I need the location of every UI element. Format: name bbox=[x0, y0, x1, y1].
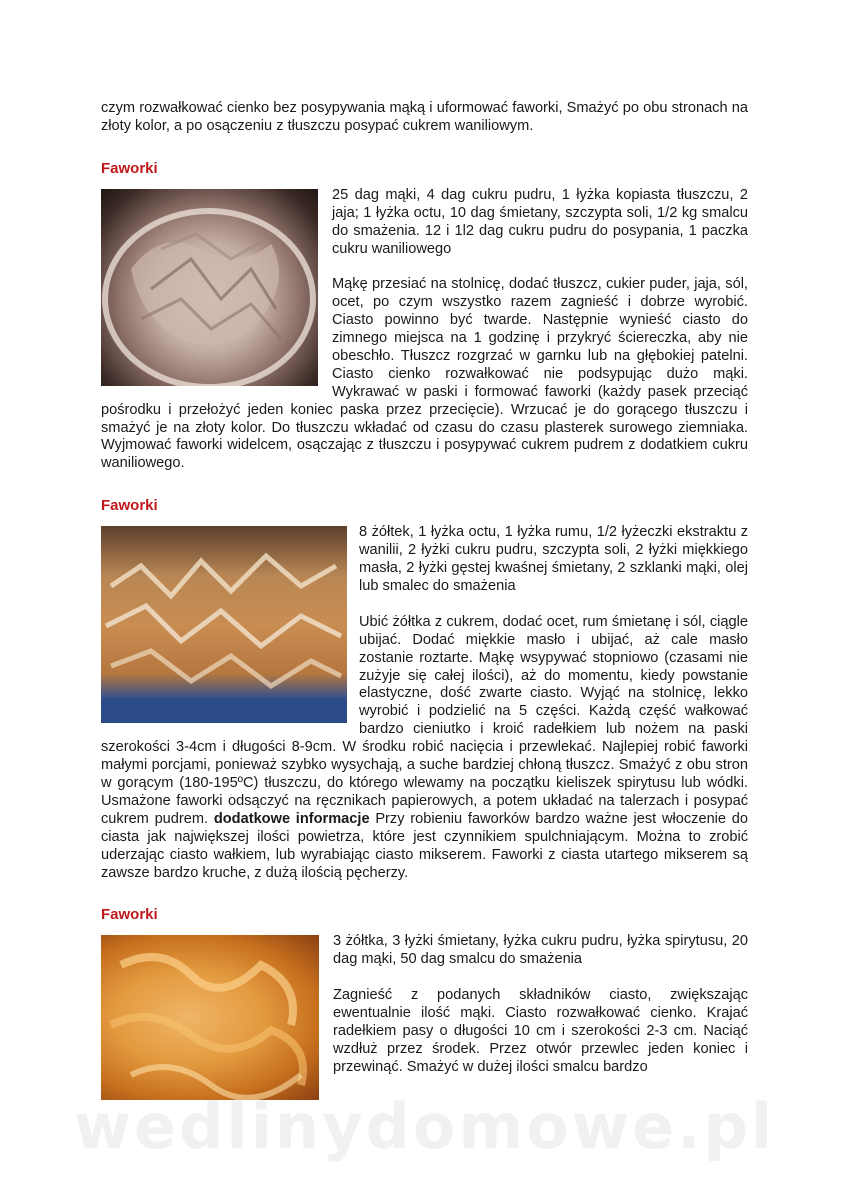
recipe-title: Faworki bbox=[101, 906, 158, 924]
recipe-method-text: Ubić żółtka z cukrem, dodać ocet, rum śmietanę i sól, ciągle ubijać. Dodać miękkie masło i ubijać, aż cale masło zostanie roztarte. Mąkę wsypywać stopniowo (czasami nie zużyje się całej ilości), aż do momentu, kiedy powstanie elastyczne, dość zwarte ciasto. Wyjąć na stolnicę, lekko wyrobić i podzielić na 5 części. Każdą część wałkować bardzo cieniutko i kroić radełkiem lub nożem na paski szerokości 3-4cm i długości 8-9cm. W środku robić nacięcia i przewlekać. Najlepiej robić faworki małymi porcjami, ponieważ szybko wysychają, a suche bardziej chłoną tłuszcz. Smażyć z obu stron w gorącym (180-195ºC) tłuszczu, do którego wlewamy na początku kieliszek spirytusu lub wódki. Usmażone faworki odsączyć na ręcznikach papierowych, a potem układać na talerzach i posypać cukrem pudrem. bbox=[101, 613, 748, 827]
faworki-golden-photo bbox=[101, 935, 319, 1100]
recipe-2 bbox=[101, 497, 748, 882]
recipe-method: Mąkę przesiać na stolnicę, dodać tłuszcz, cukier puder, jaja, sól, ocet, po czym wszystko razem zagnieść i dobrze wyrobić. Ciasto powinno być twarde. Następnie wynieść ciasto do zimnego miejsca na 1 godzinę i przykryć ściereczka, aby nie obeschło. Tłuszcz rozgrzać w garnku lub na głębokiej patelni. Ciasto cienko rozwałkować nie podsypując dużo mąki. Wykrawać w paski i formować faworki (każdy pasek przeciąć pośrodku i przełożyć jeden koniec paska przez przecięcie). Wrzucać je do gorącego tłuszczu i smażyć je na złoty kolor. Do tłuszczu wkładać od czasu do czasu plasterek surowego ziemniaka. Wyjmować faworki widelcem, osączając z tłuszczu i posypywać cukrem pudrem z dodatkiem cukru waniliowego. bbox=[101, 276, 748, 472]
recipe-3 bbox=[101, 906, 748, 1076]
recipe-method: Zagnieść z podanych składników ciasto, zwiększając ewentualnie ilość mąki. Ciasto rozwałkować cienko. Krajać radełkiem pasy o długości 10 cm i szerokości 2-3 cm. Naciąć wzdłuż przez środek. Przez otwór przewlec jeden koniec i przewinąć. Smażyć w dużej ilości smalcu bardzo bbox=[333, 987, 748, 1075]
recipe-1 bbox=[101, 160, 748, 473]
faworki-sugar-photo bbox=[101, 526, 347, 723]
recipe-ingredients: 3 żółtka, 3 łyżki śmietany, łyżka cukru pudru, łyżka spirytusu, 20 dag mąki, 50 dag smalcu do smażenia bbox=[333, 933, 748, 968]
recipe-extra-text: Przy robieniu faworków bardzo ważne jest włoczenie do ciasta jak największej ilości powietrza, które jest czynnikiem spulchniającym. Można to zrobić uderzając ciasto wałkiem, lub wyrabiając ciasto mikserem. Faworki z ciasta utartego mikserem są zawsze bardzo kruche, z dużą ilością pęcherzy. bbox=[101, 810, 748, 881]
faworki-plate-photo bbox=[101, 189, 318, 386]
document-page bbox=[101, 100, 748, 1106]
extra-info-label: dodatkowe informacje bbox=[213, 810, 370, 827]
intro-paragraph: czym rozwałkować cienko bez posypywania mąką i uformować faworki, Smażyć po obu stronach na złoty kolor, a po osączeniu z tłuszczu posypać cukrem waniliowym. bbox=[101, 100, 748, 134]
recipe-title: Faworki bbox=[101, 497, 158, 515]
recipe-ingredients: 8 żółtek, 1 łyżka octu, 1 łyżka rumu, 1/2 łyżeczki ekstraktu z wanilii, 2 łyżki cukru pudru, szczypta soli, 2 łyżki miękkiego masła, 2 łyżki gęstej kwaśnej śmietany, 2 szklanki mąki, olej lub smalec do smażenia bbox=[359, 524, 748, 595]
recipe-title: Faworki bbox=[101, 159, 158, 177]
watermark: wedlinydomowe.pl bbox=[73, 1090, 776, 1163]
recipe-ingredients: 25 dag mąki, 4 dag cukru pudru, 1 łyżka kopiasta tłuszczu, 2 jaja; 1 łyżka octu, 10 dag śmietany, szczypta soli, 1/2 kg smalcu do smażenia. 12 i 1l2 dag cukru pudru do posypania, 1 paczka cukru waniliowego bbox=[332, 186, 748, 257]
